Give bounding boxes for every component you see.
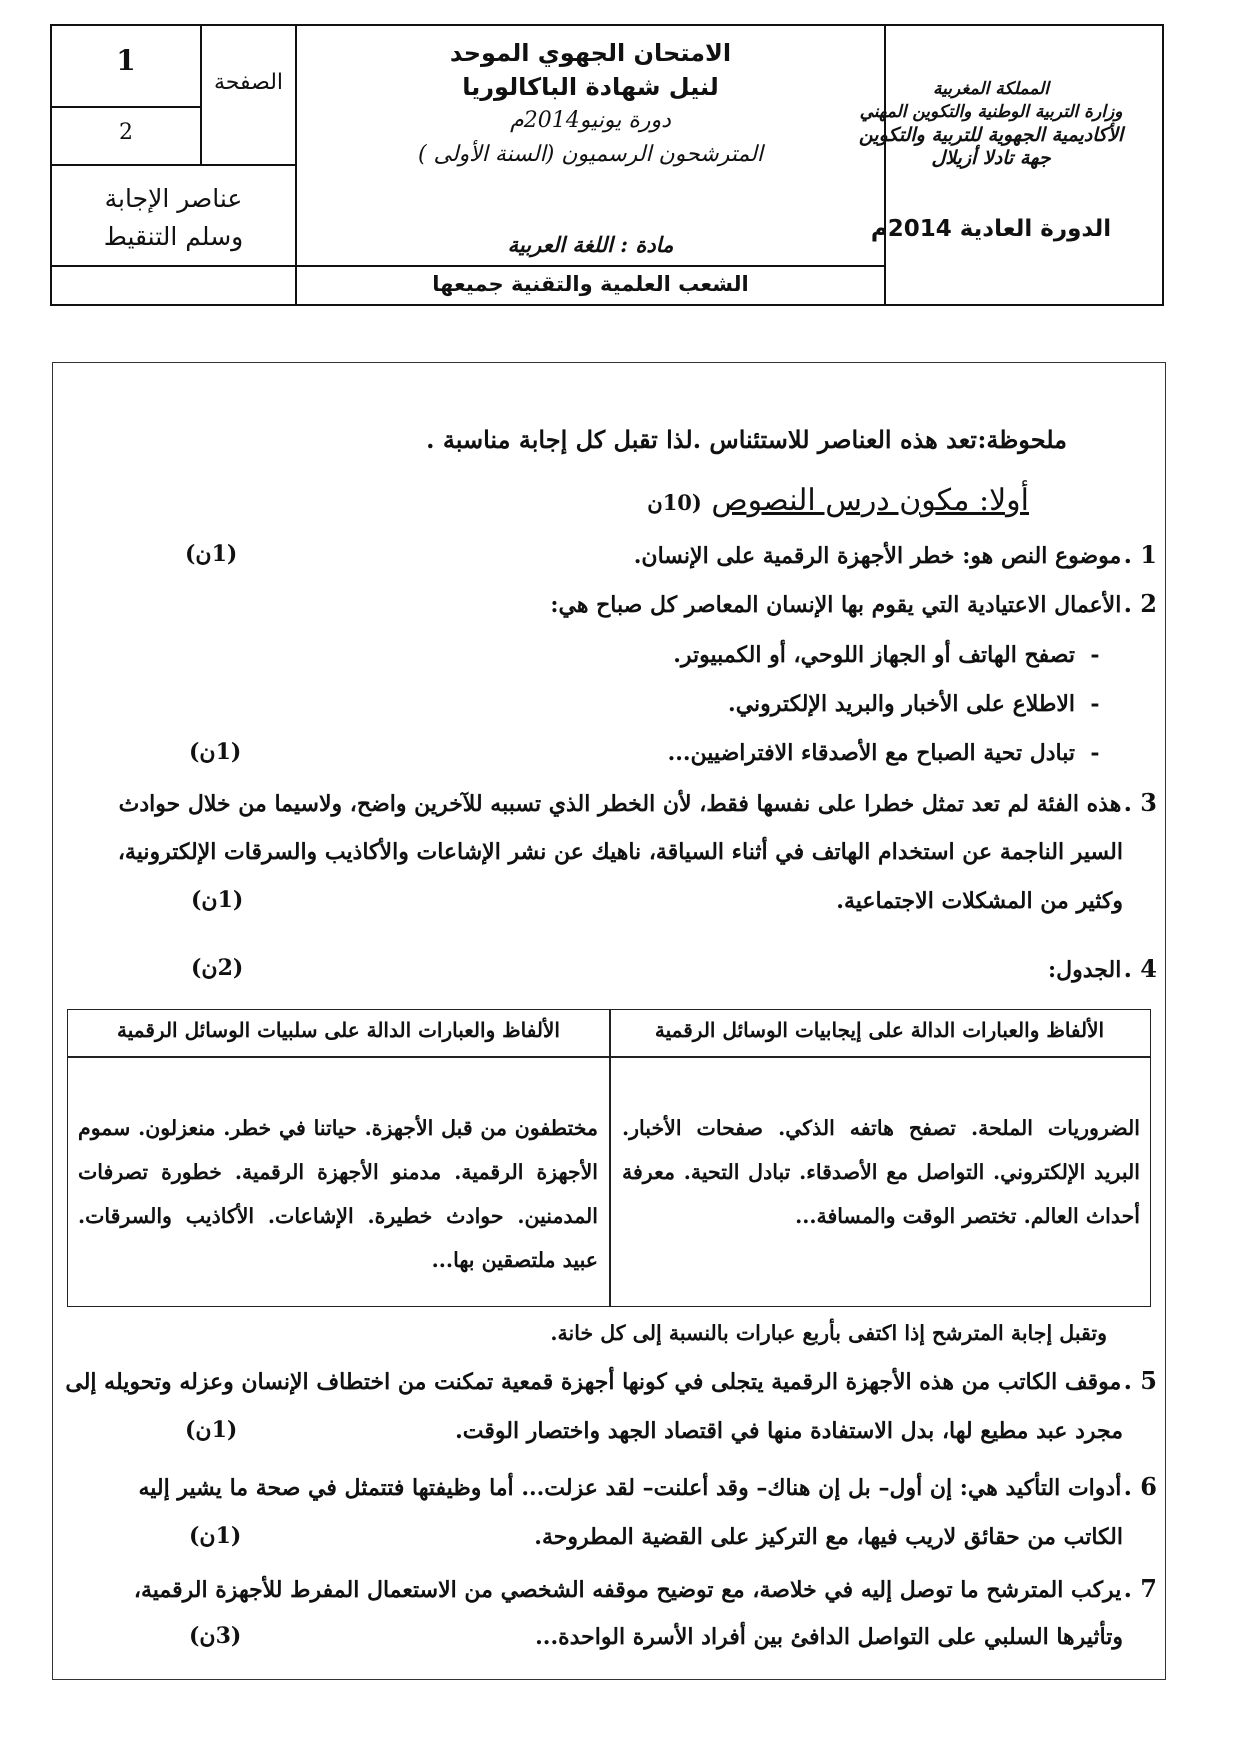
question-6-answer-line: أدوات التأكيد هي: إن أول– بل إن هناك– وقد أعلنت– لقد عزلت... أما وظيفتها فتتمثل في صحة ما يشير إليه	[138, 1475, 1122, 1501]
region-name: جهة تادلا أزيلال	[931, 147, 1051, 169]
question-number: 4 .	[1123, 954, 1157, 983]
bullet-text: تصفح الهاتف أو الجهاز اللوحي، أو الكمبيوتر.	[673, 642, 1075, 668]
exam-session: دورة يونيو2014م	[510, 108, 671, 133]
question-6	[53, 1461, 1165, 1514]
question-2	[53, 578, 1165, 631]
bullet-mark: -	[1090, 740, 1100, 766]
answer-key-frame	[52, 362, 1166, 1680]
question-number: 6 .	[1123, 1472, 1157, 1501]
section-points: (10ن	[647, 490, 702, 515]
question-2-score: (1ن)	[189, 739, 242, 765]
question-7-score: (3ن)	[189, 1623, 242, 1649]
question-3-score: (1ن)	[191, 887, 244, 913]
question-3-answer-line: هذه الفئة لم تعد تمثل خطرا على نفسها فقط، لأن الخطر الذي تسببه للآخرين واضح، ولاسيما من خلال حوادث	[118, 791, 1122, 817]
question-4-score: (2ن)	[191, 955, 244, 981]
bullet-item	[53, 629, 1165, 681]
exam-title: الامتحان الجهوي الموحد	[449, 39, 732, 67]
note-text: تعد هذه العناصر للاستئناس .لذا تقبل كل إجابة مناسبة .	[426, 425, 977, 454]
section-heading	[53, 483, 1165, 518]
exam-header	[50, 24, 1164, 306]
header-divider	[52, 106, 200, 108]
question-5	[53, 1355, 1165, 1408]
exam-certificate: لنيل شهادة الباكالوريا	[462, 73, 719, 101]
question-7	[53, 1563, 1165, 1616]
note-label: ملحوظة:	[977, 425, 1067, 454]
grading-scale-line: وسلم التنقيط	[103, 222, 244, 251]
question-number: 7 .	[1123, 1574, 1157, 1603]
question-6-answer-line: الكاتب من حقائق لاريب فيها، مع التركيز على القضية المطروحة.	[534, 1524, 1123, 1550]
question-7-answer-line: وتأثيرها السلبي على التواصل الدافئ بين أفراد الأسرة الواحدة...	[535, 1624, 1123, 1650]
question-number: 5 .	[1123, 1366, 1157, 1395]
question-1-answer: موضوع النص هو: خطر الأجهزة الرقمية على الإنسان.	[633, 543, 1122, 569]
table-note: وتقبل إجابة المترشح إذا اكتفى بأربع عبارات بالنسبة إلى كل خانة.	[550, 1321, 1107, 1345]
answers-table	[67, 1009, 1151, 1307]
bullet-mark: -	[1090, 642, 1100, 668]
answer-elements-line: عناصر الإجابة	[104, 184, 243, 213]
question-2-answer: الأعمال الاعتيادية التي يقوم بها الإنسان المعاصر كل صباح هي:	[550, 592, 1122, 618]
exam-info-block	[297, 26, 884, 306]
table-header-negatives: الألفاظ والعبارات الدالة على سلبيات الوسائل الرقمية	[117, 1018, 560, 1042]
question-3	[53, 777, 1165, 830]
question-4-label: الجدول:	[1048, 957, 1122, 983]
question-number: 1 .	[1123, 540, 1157, 569]
note	[53, 425, 1165, 454]
answer-elements-label	[52, 180, 295, 256]
page-number: 1	[116, 44, 136, 77]
page-label: الصفحة	[213, 70, 284, 95]
session-label: الدورة العادية 2014م	[870, 216, 1112, 242]
bullet-text: تبادل تحية الصباح مع الأصدقاء الافتراضيين...	[667, 740, 1075, 766]
question-7-answer-line: يركب المترشح ما توصل إليه في خلاصة، مع توضيح موقفه الشخصي من الاستعمال المفرط للأجهزة الرقمية،	[133, 1577, 1122, 1603]
bullet-mark: -	[1090, 691, 1100, 717]
table-cell-negatives: مختطفون من قبل الأجهزة. حياتنا في خطر. منعزلون. سموم الأجهزة الرقمية. مدمنو الأجهزة الرقمية. خطورة تصرفات المدمنين. حوادث خطيرة. الإشاعات. الأكاذيب والسرقات. عبيد ملتصقين بها...	[78, 1116, 598, 1272]
question-5-answer-line: موقف الكاتب من هذه الأجهزة الرقمية يتجلى في كونها أجهزة قمعية تمكنت من اختطاف الإنسان وعزله وتحويله إلى	[65, 1369, 1122, 1395]
table-divider	[68, 1056, 1150, 1058]
table-cell-positives: الضروريات الملحة. تصفح هاتفه الذكي. صفحات الأخبار. البريد الإلكتروني. التواصل مع الأصدقاء. تبادل التحية. معرفة أحداث العالم. تختصر الوقت والمسافة...	[622, 1116, 1140, 1228]
header-divider	[200, 26, 202, 166]
exam-candidates: المترشحون الرسميون (السنة الأولى )	[417, 142, 764, 167]
question-3-answer-line: وكثير من المشكلات الاجتماعية.	[836, 888, 1123, 914]
table-header-positives: الألفاظ والعبارات الدالة على إيجابيات الوسائل الرقمية	[654, 1018, 1105, 1042]
exam-title-block	[297, 36, 884, 172]
question-1-score: (1ن)	[185, 541, 238, 567]
section-title: أولا: مكون درس النصوص	[711, 483, 1029, 518]
exam-branches: الشعب العلمية والتقنية جميعها	[432, 272, 749, 296]
exam-subject: مادة : اللغة العربية	[507, 232, 674, 257]
ministry-name: وزارة التربية الوطنية والتكوين المهني	[859, 102, 1123, 122]
question-3-answer-line: السير الناجمة عن استخدام الهاتف في أثناء السياقة، ناهيك عن نشر الإشاعات والأكاذيب والسرقات الإلكترونية،	[117, 839, 1123, 865]
bullet-item	[53, 678, 1165, 730]
table-divider	[609, 1010, 611, 1306]
question-number: 2 .	[1123, 589, 1157, 618]
kingdom-name: المملكة المغربية	[933, 79, 1049, 99]
academy-name: الأكاديمية الجهوية للتربية والتكوين	[858, 124, 1124, 146]
header-divider	[52, 164, 297, 166]
question-6-score: (1ن)	[189, 1523, 242, 1549]
page-total: 2	[119, 120, 133, 145]
question-5-score: (1ن)	[185, 1417, 238, 1443]
question-5-answer-line: مجرد عبد مطيع لها، بدل الاستفادة منها في اقتصاد الجهد واختصار الوقت.	[455, 1418, 1123, 1444]
bullet-text: الاطلاع على الأخبار والبريد الإلكتروني.	[728, 691, 1075, 717]
question-number: 3 .	[1123, 788, 1157, 817]
